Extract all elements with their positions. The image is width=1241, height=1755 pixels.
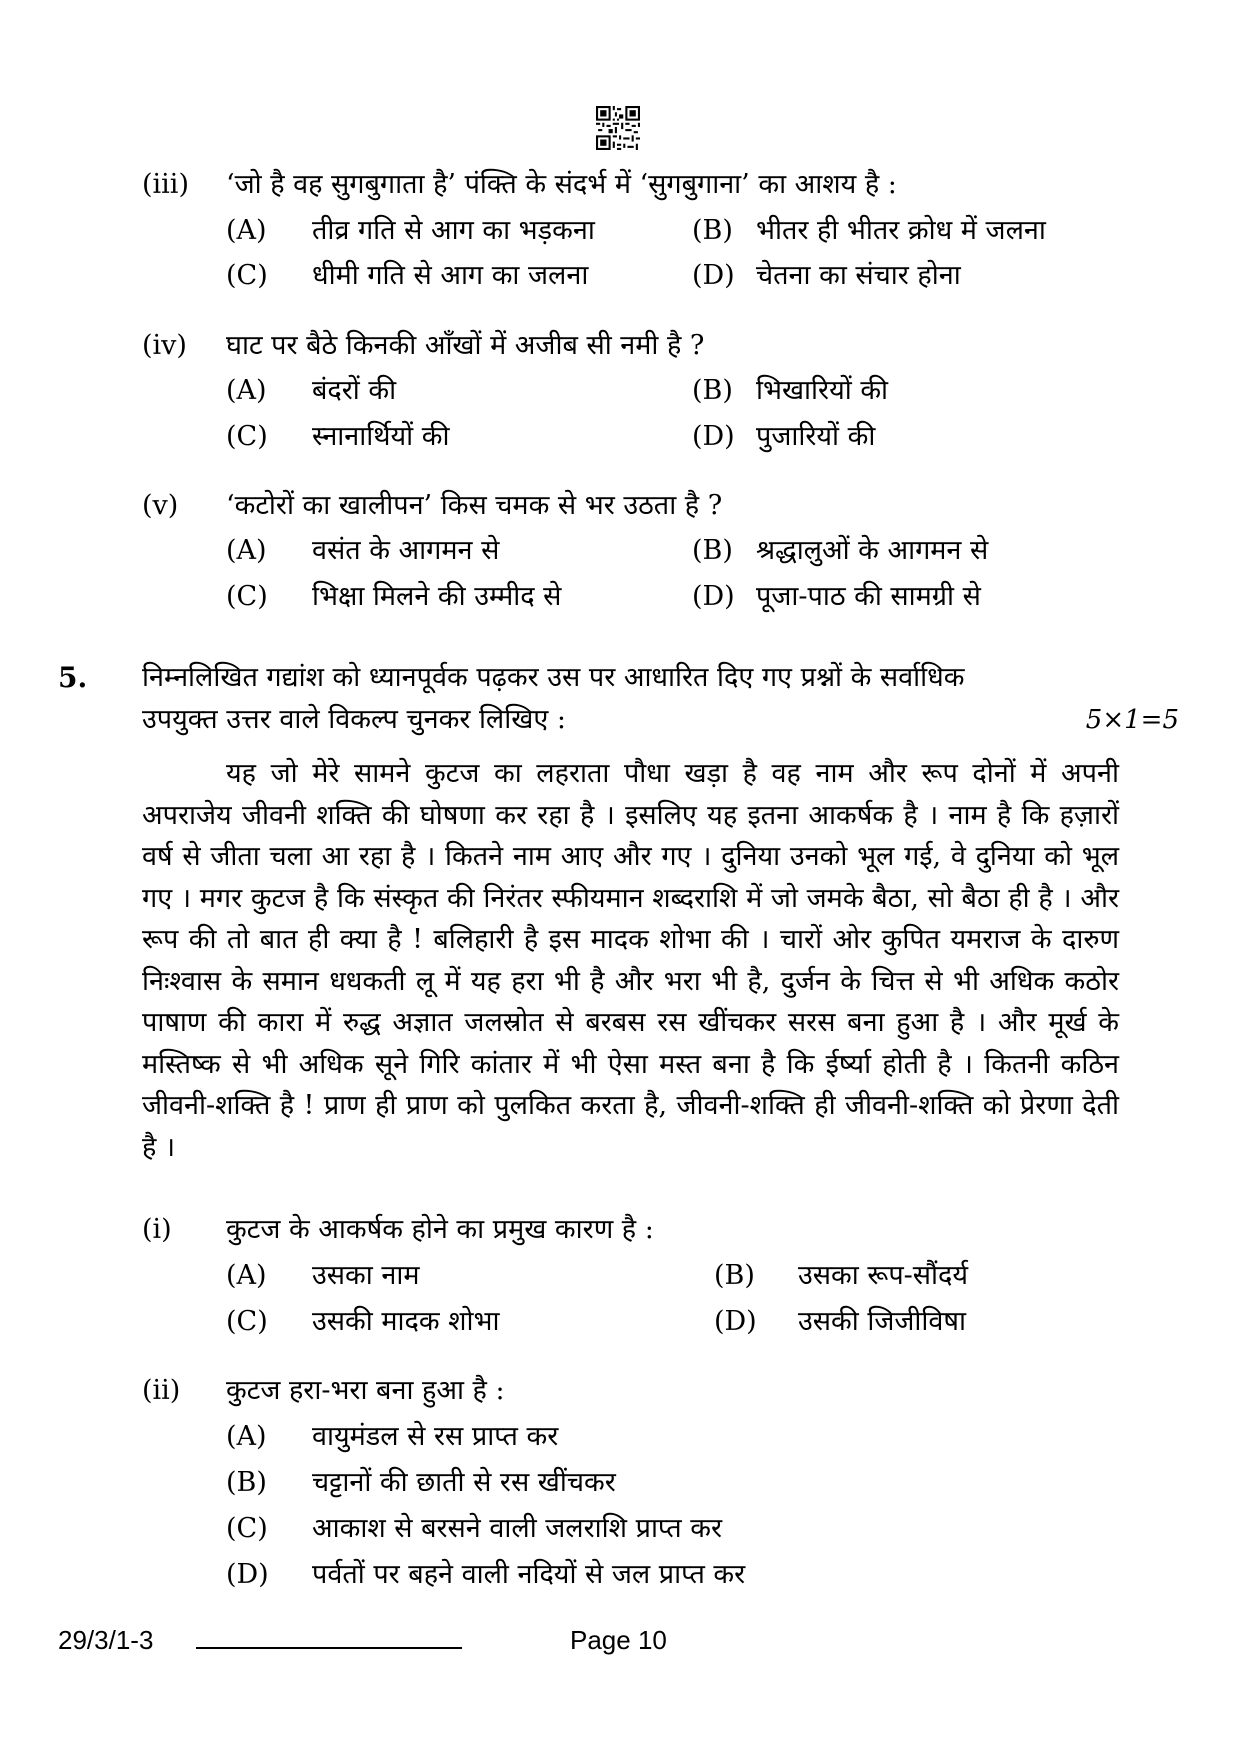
footer-divider xyxy=(196,1647,462,1649)
question-number: (v) xyxy=(142,490,179,521)
option-label: (A) xyxy=(226,215,267,246)
option-text: तीव्र गति से आग का भड़कना xyxy=(312,215,595,246)
option-text: वसंत के आगमन से xyxy=(312,535,500,566)
question-instruction: उपयुक्त उत्तर वाले विकल्प चुनकर लिखिए : xyxy=(142,704,566,735)
option-label: (C) xyxy=(226,260,268,291)
option-text: उसका नाम xyxy=(312,1260,420,1291)
question-number: 5. xyxy=(58,661,88,694)
option-label: (A) xyxy=(226,1421,267,1452)
qr-code-icon xyxy=(596,106,640,150)
option-label: (D) xyxy=(692,581,735,612)
option-text: आकाश से बरसने वाली जलराशि प्राप्त कर xyxy=(312,1513,723,1544)
question-number: (i) xyxy=(142,1214,172,1245)
option-text: उसकी जिजीविषा xyxy=(798,1306,967,1337)
question-text: कुटज के आकर्षक होने का प्रमुख कारण है : xyxy=(226,1214,654,1245)
option-label: (A) xyxy=(226,375,267,406)
question-number: (iii) xyxy=(142,169,189,200)
option-text: श्रद्धालुओं के आगमन से xyxy=(756,535,989,566)
option-label: (C) xyxy=(226,1513,268,1544)
page-number: Page 10 xyxy=(570,1625,667,1655)
option-label: (A) xyxy=(226,1260,267,1291)
option-text: उसका रूप-सौंदर्य xyxy=(798,1260,969,1291)
option-label: (A) xyxy=(226,535,267,566)
option-label: (C) xyxy=(226,1306,268,1337)
option-label: (C) xyxy=(226,581,268,612)
option-label: (B) xyxy=(692,535,733,566)
option-text: चेतना का संचार होना xyxy=(756,260,961,291)
question-text: ‘कटोरों का खालीपन’ किस चमक से भर उठता है ? xyxy=(226,490,723,521)
option-text: भिखारियों की xyxy=(756,375,889,406)
option-label: (B) xyxy=(226,1467,267,1498)
option-text: बंदरों की xyxy=(312,375,397,406)
passage xyxy=(142,753,1119,1168)
option-text: पुजारियों की xyxy=(756,421,876,452)
option-label: (D) xyxy=(226,1559,269,1590)
question-number: (ii) xyxy=(142,1375,181,1406)
marks-label: 5×1=5 xyxy=(1085,705,1179,735)
question-number: (iv) xyxy=(142,330,187,361)
option-label: (D) xyxy=(692,421,735,452)
option-label: (B) xyxy=(692,375,733,406)
option-label: (B) xyxy=(714,1260,755,1291)
option-text: भिक्षा मिलने की उम्मीद से xyxy=(312,581,562,612)
paper-code: 29/3/1-3 xyxy=(58,1625,154,1655)
option-text: पर्वतों पर बहने वाली नदियों से जल प्राप्त कर xyxy=(312,1559,746,1590)
option-text: धीमी गति से आग का जलना xyxy=(312,260,589,291)
option-text: स्नानार्थियों की xyxy=(312,421,450,452)
passage-text: यह जो मेरे सामने कुटज का लहराता पौधा खड़ा है वह नाम और रूप दोनों में अपनी अपराजेय जीवनी शक्ति की घोषणा कर रहा है । इसलिए यह इतना आकर्षक है । नाम है कि हज़ारों वर्ष से जीता चला आ रहा है । कितने नाम आए और गए । दुनिया उनको भूल गई, वे दुनिया को भूल गए । मगर कुटज है कि संस्कृत की निरंतर स्फीयमान शब्दराशि में जो जमके बैठा, सो बैठा ही है । और रूप की तो बात ही क्या है ! बलिहारी है इस मादक शोभा की । चारों ओर कुपित यमराज के दारुण निःश्वास के समान धधकती लू में यह हरा भी है और भरा भी है, दुर्जन के चित्त से भी अधिक कठोर पाषाण की कारा में रुद्ध अज्ञात जलस्रोत से बरबस रस खींचकर सरस बना हुआ है । और मूर्ख के मस्तिष्क से भी अधिक सूने गिरि कांतार में भी ऐसा मस्त बना है कि ईर्ष्या होती है । कितनी कठिन जीवनी-शक्ति है ! प्राण ही प्राण को पुलकित करता है, जीवनी-शक्ति ही जीवनी-शक्ति को प्रेरणा देती है । xyxy=(142,758,1119,1163)
question-text: ‘जो है वह सुगबुगाता है’ पंक्ति के संदर्भ में ‘सुगबुगाना’ का आशय है : xyxy=(226,169,897,200)
option-text: चट्टानों की छाती से रस खींचकर xyxy=(312,1467,616,1498)
option-label: (D) xyxy=(714,1306,757,1337)
question-instruction: निम्नलिखित गद्यांश को ध्यानपूर्वक पढ़कर उस पर आधारित दिए गए प्रश्नों के सर्वाधिक xyxy=(142,662,965,693)
option-text: उसकी मादक शोभा xyxy=(312,1306,500,1337)
option-label: (B) xyxy=(692,215,733,246)
option-label: (D) xyxy=(692,260,735,291)
option-text: पूजा-पाठ की सामग्री से xyxy=(756,581,981,612)
option-label: (C) xyxy=(226,421,268,452)
option-text: भीतर ही भीतर क्रोध में जलना xyxy=(756,215,1046,246)
question-text: कुटज हरा-भरा बना हुआ है : xyxy=(226,1375,505,1406)
option-text: वायुमंडल से रस प्राप्त कर xyxy=(312,1421,559,1452)
question-text: घाट पर बैठे किनकी आँखों में अजीब सी नमी है ? xyxy=(226,330,705,361)
